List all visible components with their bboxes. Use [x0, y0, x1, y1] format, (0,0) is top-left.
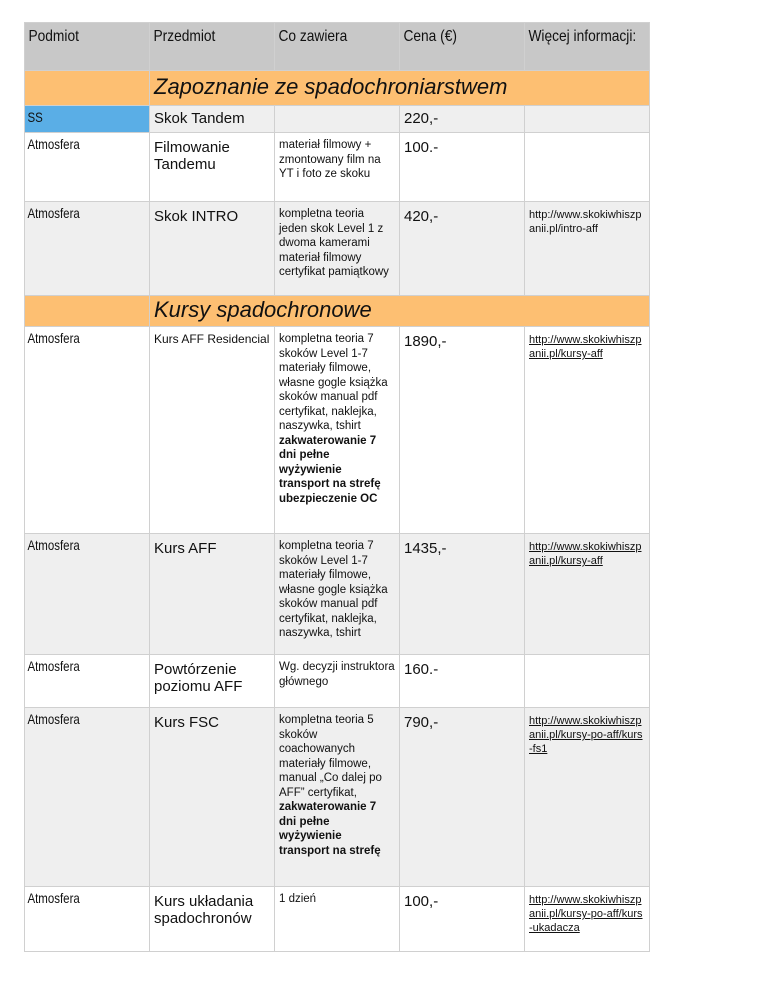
row-contents: kompletna teoria 7 skoków Level 1-7 materiały filmowe, własne gogle książka skoków manual pdf certyfikat, naklejka, naszywka, tshirt — [279, 540, 388, 639]
section-title: Kursy spadochronowe — [154, 297, 372, 322]
row-product: Powtórzenie poziomu AFF — [154, 661, 243, 695]
row-contents: 1 dzień — [279, 893, 317, 905]
row-info-link[interactable]: http://www.skokiwhiszpanii.pl/kursy-po-aff/kurs-fs1 — [529, 715, 643, 755]
header-info: Więcej informacji: — [528, 28, 637, 45]
table-row — [25, 327, 650, 534]
header-row — [25, 23, 650, 71]
row-product: Kurs AFF — [154, 540, 217, 557]
row-info-link[interactable]: http://www.skokiwhiszpanii.pl/kursy-po-aff/kurs-ukadacza — [529, 894, 643, 934]
price-table — [24, 22, 650, 952]
header-subject: Podmiot — [28, 28, 79, 45]
header-contents: Co zawiera — [278, 28, 348, 45]
row-product: Filmowanie Tandemu — [154, 139, 230, 173]
row-contents: kompletna teoria 7 skoków Level 1-7 materiały filmowe, własne gogle książka skoków manual pdf certyfikat, naklejka, naszywka, tshirt zakwaterowanie 7 dni pełne wyżywienie transport na strefę ubezpieczenie OC — [279, 333, 388, 505]
row-price: 420,- — [404, 208, 439, 225]
row-product: Kurs układania spadochronów — [154, 893, 254, 927]
row-contents: materiał filmowy + zmontowany film na YT i foto ze skoku — [279, 139, 381, 180]
row-price: 1435,- — [404, 540, 447, 557]
row-info-link[interactable]: http://www.skokiwhiszpanii.pl/intro-aff — [529, 209, 642, 235]
section-row-intro — [25, 71, 650, 106]
row-price: 160.- — [404, 661, 439, 678]
row-price: 100,- — [404, 893, 439, 910]
row-subject: Atmosfera — [27, 330, 80, 346]
table-row — [25, 534, 650, 655]
section-title: Zapoznanie ze spadochroniarstwem — [154, 74, 508, 99]
row-subject: Atmosfera — [27, 890, 80, 906]
section-row-courses — [25, 296, 650, 327]
row-price: 790,- — [404, 714, 439, 731]
table-row — [25, 202, 650, 296]
row-contents-bold: zakwaterowanie 7 dni pełne wyżywienie transport na strefę ubezpieczenie OC — [279, 434, 381, 505]
row-info — [525, 133, 649, 139]
row-subject: Atmosfera — [27, 136, 80, 152]
row-product: Skok Tandem — [154, 110, 245, 127]
table-row — [25, 655, 650, 708]
row-subject: Atmosfera — [27, 711, 80, 727]
row-product: Kurs FSC — [154, 714, 220, 731]
row-price: 220,- — [404, 110, 439, 127]
row-price: 100.- — [404, 139, 439, 156]
row-price: 1890,- — [404, 333, 447, 350]
row-info-link[interactable]: http://www.skokiwhiszpanii.pl/kursy-aff — [529, 541, 642, 567]
table-row — [25, 133, 650, 202]
table-row — [25, 106, 650, 133]
row-product: Skok INTRO — [154, 208, 239, 225]
row-contents-bold: zakwaterowanie 7 dni pełne wyżywienie transport na strefę — [279, 801, 381, 857]
row-subject: Atmosfera — [27, 537, 80, 553]
row-contents: kompletna teoria 5 skoków coachowanych materiały filmowe, manual „Co dalej po AFF” certyfikat, zakwaterowanie 7 dni pełne wyżywienie transport na strefę — [279, 714, 382, 857]
row-contents: Wg. decyzji instruktora głównego — [279, 661, 395, 688]
table-row — [25, 708, 650, 887]
table-row — [25, 887, 650, 952]
row-info — [525, 655, 649, 661]
row-info-link[interactable]: http://www.skokiwhiszpanii.pl/kursy-aff — [529, 334, 642, 360]
row-product: Kurs AFF Residencial — [154, 332, 270, 346]
row-subject: Atmosfera — [27, 205, 80, 221]
header-product: Przedmiot — [153, 28, 216, 45]
row-contents — [275, 106, 399, 115]
row-info — [525, 106, 649, 112]
header-price: Cena (€) — [403, 28, 457, 45]
row-contents: kompletna teoria jeden skok Level 1 z dwoma kamerami materiał filmowy certyfikat pamiątkowy — [279, 208, 389, 278]
row-subject: SS — [27, 109, 43, 125]
row-subject: Atmosfera — [27, 658, 80, 674]
